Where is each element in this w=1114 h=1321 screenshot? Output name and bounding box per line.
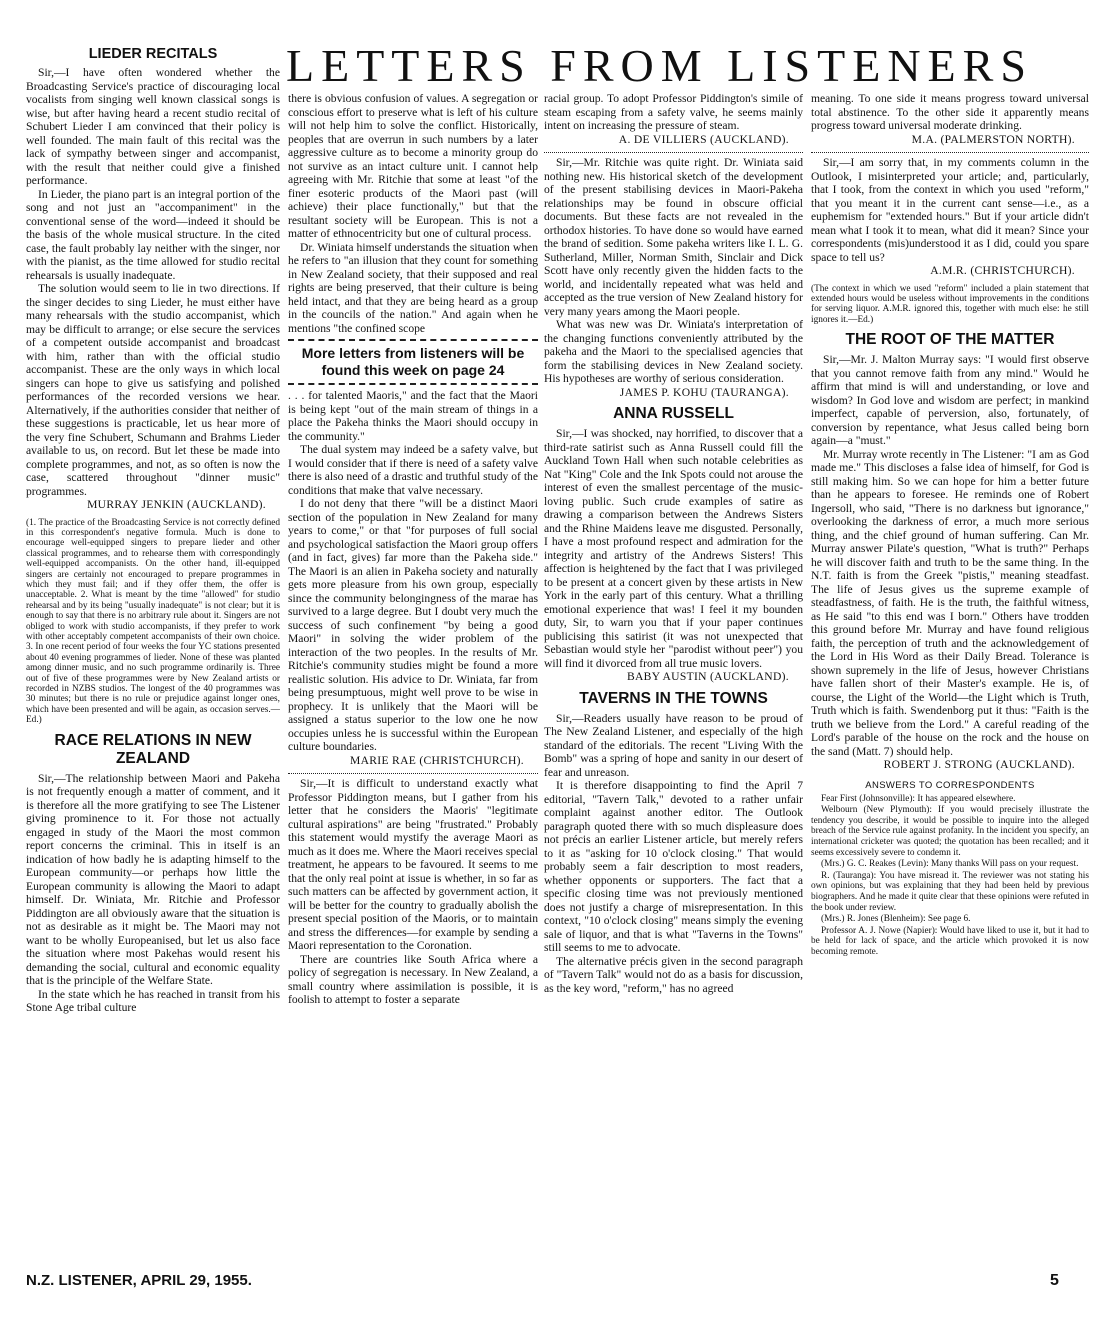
paragraph: The solution would seem to lie in two directions. If the singer decides to sing Lieder, he must either have many rehearsals with the studio accompanist, which may be difficult to arrange; or else secure the services of a competent outside accompanist and broadcast with him, rather than with the official studio accompanist. These are the only ways in which local singers can hope to give us satisfying and polished performances of the recorded versions we hear. Alternatively, if the authorities consider that neither of these suggestions is practicable, let us hear more of the very fine Schubert, Schumann and Brahms Lieder available to us, on record. But let these be made into complete programmes, and not, as so often is now the case, scattered throughout "dinner music" programmes. bbox=[26, 282, 280, 498]
signature: BABY AUSTIN (AUCKLAND). bbox=[626, 670, 789, 683]
column-4 bbox=[811, 92, 1089, 1262]
paragraph: there is obvious confusion of values. A segregation or conscious effort to preserve what is left of his culture will not help him to solve the conflict. Historically, peoples that are overrun in such numbers by a later aggressive culture as to become a minority group do not survive as an intact culture unit. I cannot help agreeing with Mr. Ritchie that some at least "of the finer esoteric products of the Maori past (will achieve) their place functionally," but that the resultant society will be European. This is not a matter of ethnocentricity but one of cultural process. bbox=[288, 92, 538, 240]
heading-taverns: TAVERNS IN THE TOWNS bbox=[579, 689, 768, 707]
more-letters-notice: More letters from listeners will be found this week on page 24 bbox=[301, 345, 525, 378]
paragraph: What was new was Dr. Winiata's interpretation of the changing functions conveniently attributed by the pakeha and the Maori to the specialised agencies that form the stabilising devices in New Zealand society. His hypotheses are worthy of serious consideration. bbox=[544, 318, 803, 385]
paragraph: Sir,—It is difficult to understand exactly what Professor Piddington means, but I gather from his letter that he considers the Maoris' "legitimate cultural aspirations" are being "frustrated." Probably this statement would mystify the average Maori as much as it does me. Where the Maori receives special treatment, he appears to be favoured. It seems to me that the only real point at issue is whether, in so far as such matters can be affected by government action, it will be better for the country to gradually abolish the present special position of the Maoris, or to maintain and stress the differences—for example by sending a Maori representation to the Coronation. bbox=[288, 777, 538, 952]
paragraph: Sir,—Mr. J. Malton Murray says: "I would first observe that you cannot remove faith from any mind." Would he affirm that mind is will and understanding, or love and wisdom? In God love and wisdom are perfect; in mankind imperfect, capable of perversion, also, fortunately, of conversion by repentance, what Jesus called being born again—a "must." bbox=[811, 353, 1089, 448]
paragraph: Dr. Winiata himself understands the situation when he refers to "an illusion that they count for something in New Zealand society, that their supposed and real rights are being preserved, that their culture is being held intact, and that they are being heard as a group in the councils of the nation." And again when he mentions "the confined scope bbox=[288, 240, 538, 335]
paragraph: Sir,—Readers usually have reason to be proud of The New Zealand Listener, and especially of the high standard of the editorials. The recent "Living With the Bomb" was a spring of hope and sanity in our desert of fear and unreason. bbox=[544, 711, 803, 779]
divider bbox=[288, 773, 538, 774]
divider bbox=[544, 152, 803, 153]
paragraph: Sir,—I have often wondered whether the Broadcasting Service's practice of discouraging local vocalists from singing well known classical songs is wise, but after having heard a recent studio recital of Schubert Lieder I am convinced that their policy is well founded. The main fault of this recital was the lack of sympathy between singer and accompanist, with the result that neither could give a finished performance. bbox=[26, 66, 280, 187]
paragraph: Sir,—The relationship between Maori and Pakeha is not frequently enough a matter of comment, and it is therefore all the more gratifying to see The Listener giving prominence to it. For those not actually engaged in study of the Maori the most common report concerns the criminal. This in itself is an indication of how badly he is adapting himself to the European community—or perhaps how little the European community is allowing the Maori to adapt himself. Dr. Winiata, Mr. Ritchie and Professor Piddington are all obviously aware that the situation is not as desirable as it might be. The Maori may not want to be wholly Europeanised, but let us also face the situation where most Pakehas would resent his demanding the social, cultural and economic equality that is the principle of the Welfare State. bbox=[26, 771, 280, 988]
answer-item: Professor A. J. Nowe (Napier): Would have liked to use it, but it had to be held for lack of space, and the article which provoked it is now becoming remote. bbox=[811, 925, 1089, 957]
signature: MURRAY JENKIN (AUCKLAND). bbox=[87, 498, 266, 511]
column-3 bbox=[544, 92, 803, 1262]
divider bbox=[288, 339, 538, 341]
editor-note: (The context in which we used "reform" included a plain statement that extended hours would be useless without improvements in the conditions for serving liquor. A.M.R. ignored this, together with much else: he still ignores it.—Ed.) bbox=[811, 283, 1089, 325]
signature: M.A. (PALMERSTON NORTH). bbox=[911, 132, 1075, 146]
paragraph: Sir,—I am sorry that, in my comments column in the Outlook, I misinterpreted your article; and, particularly, that I took, from the context in which you used "reform," that you meant it in the current cant sense—i.e., as a euphemism for "extended hours." But if your article didn't mean what I took it to mean, what did it mean? Since your correspondents (mis)understood it as I did, could you spare space to tell us? bbox=[811, 156, 1089, 264]
paragraph: Mr. Murray wrote recently in The Listener: "I am as God made me." This discloses a false idea of himself, for God is still making him. So we can hope for him a better future than he appears to foresee. He reminds one of Robert Ingersoll, who said, "There is no darkness but ignorance," overlooking the darkness of error, a much more serious thing, and the chief ground of human suffering. Can Mr. Murray answer Pilate's question, "What is truth?" Perhaps he will discover faith and truth to be the same thing. In the N.T. faith is from the Greek "pistis," meaning steadfast. The life of Jesus gives us the supreme example of steadfastness, of faith. He is the truth, the faithful witness, as He said "to this end was I born." Others have trodden this ground before Mr. Murray and have found religious faith, the perception of truth and the acknowledgement of the Lord in His Word as their Daily Bread. Tolerance is shown supremely in the life of Jesus, however Christians have fallen short of their Master's example. He is, of course, the Light of the World—the Light which is Truth, Truth which is faith. Swendenborg put it thus: "Faith is the truth we believe from the Lord." A careful reading of the Lord's parable of the house on the rock and the house on the sand (Matt. 7) should help. bbox=[811, 447, 1089, 758]
signature: A.M.R. (CHRISTCHURCH). bbox=[930, 264, 1075, 277]
signature: JAMES P. KOHU (TAURANGA). bbox=[619, 385, 789, 399]
signature: MARIE RAE (CHRISTCHURCH). bbox=[349, 753, 524, 767]
heading-race-relations: RACE RELATIONS IN NEW ZEALAND bbox=[54, 731, 252, 767]
paragraph: meaning. To one side it means progress toward universal total abstinence. To the other side it apparently means progress toward universal moderate drinking. bbox=[811, 92, 1089, 132]
paragraph: Sir,—Mr. Ritchie was quite right. Dr. Winiata said nothing new. His historical sketch of the development of the present stabilising devices in Maori-Pakeha relationships may be found in obscure official documents. But these facts are not revealed in the orthodox histories. To have done so would have earned the brand of sedition. Some pakeha writers like I. L. G. Sutherland, Miller, Norman Smith, Sinclair and Dick Scott have only recently given the hidden facts to the world, and incidentally repeated what was held and accepted as the true version of New Zealand history for very many years among the Maori people. bbox=[544, 156, 803, 318]
paragraph: It is therefore disappointing to find the April 7 editorial, "Tavern Talk," devoted to a rather unfair complaint against another editor. The Outlook paragraph quoted there with so much displeasure does not précis an earlier Listener article, but merely refers to it as "asking for 10 o'clock closing." That would probably seem a fair description to most readers, whether opponents or supporters. The fact that a specific closing time was not previously mentioned does not justify a charge of misrepresentation. In this context, "10 o'clock closing" means simply the evening sale of liquor, and that is what "Taverns in the Towns" still seems to me to advocate. bbox=[544, 779, 803, 954]
editor-note: (1. The practice of the Broadcasting Service is not correctly defined in this correspondent's negative formula. Much is done to encourage well-equipped singers to prepare lieder and other classical programmes, and to rehearse them with correspondingly well-equipped accompanists. On the other hand, ill-equipped singers are certainly not encouraged to prepare programmes in which they must fail; and if they offer them, the offer is unacceptable. 2. What is meant by the time "allowed" for studio rehearsal and by its being "usually inadequate" is not clear; but it is enough to say that there is no arbitrary rule about it. Singers are not obliged to work with studio accompanists, if they prefer to work with other acceptably competent accompanists of their own choice. 3. In one recent period of four weeks the four YC stations presented about 40 evening programmes of lieder. None of these was planted among dinner music, and no such programme ordinarily is. Three out of five of these programmes were by New Zealand artists or recorded in NZBS studios. The longest of the 40 programmes was 30 minutes; but there is no rule or prejudice against longer ones, which have been presented and will be again, as occasion serves.—Ed.) bbox=[26, 517, 280, 726]
paragraph: The dual system may indeed be a safety valve, but I would consider that if there is need of a safety valve there is also need of a drastic and truthful study of the conditions that make that valve necessary. bbox=[288, 443, 538, 497]
paragraph: The alternative précis given in the second paragraph of "Tavern Talk" would not do as a basis for discussion, as the key word, "reform," has no agreed bbox=[544, 954, 803, 995]
divider bbox=[811, 152, 1089, 153]
answers-heading: ANSWERS TO CORRESPONDENTS bbox=[865, 779, 1035, 791]
paragraph: . . . for talented Maoris," and the fact that the Maori is being kept "out of the main stream of things in a place the Pakeha thinks the Maori should occupy in the community." bbox=[288, 389, 538, 443]
paragraph: I do not deny that there "will be a distinct Maori section of the population in New Zealand for many years to come," or that "for purposes of full social and psychological satisfaction the Maori group offers (and in fact, gives) far more than the Pakeha side." The Maori is an alien in Pakeha society and naturally gets more pleasure from his own group, especially since the community belongingness of the marae has survived to a large degree. But I doubt very much the success of such confinement "by being a good Maori" in solving the wider problem of the interaction of the two peoples. In the results of Mr. Ritchie's community studies might be found a more realistic solution. His advice to Dr. Winiata, far from being presumptuous, might well prove to be wise in prophecy. It is unlikely that the Maori will be assigned a status superior to the low one he now occupies unless he is successful within the European culture boundaries. bbox=[288, 497, 538, 753]
heading-anna-russell: ANNA RUSSELL bbox=[613, 405, 734, 422]
paragraph: In Lieder, the piano part is an integral portion of the song and not just an "accompaniment" in the conventional sense of the word—indeed it should be the basis of the whole musical structure. In the cited case, the fault probably lay neither with the singer, nor with the pianist, as the time allowed for studio recital rehearsals is usually inadequate. bbox=[26, 187, 280, 282]
heading-root-of-matter: THE ROOT OF THE MATTER bbox=[845, 331, 1055, 349]
footer-date: N.Z. LISTENER, APRIL 29, 1955. bbox=[26, 1272, 252, 1289]
answer-item: R. (Tauranga): You have misread it. The reviewer was not stating his own opinions, but was explaining that they had been held by previous biographers. And he made it quite clear that these opinions were refuted in the book under review. bbox=[811, 870, 1089, 913]
answer-item: (Mrs.) R. Jones (Blenheim): See page 6. bbox=[821, 914, 971, 925]
signature: ROBERT J. STRONG (AUCKLAND). bbox=[883, 758, 1075, 772]
answer-item: Fear First (Johnsonville): It has appeared elsewhere. bbox=[821, 793, 1016, 804]
paragraph: racial group. To adopt Professor Piddington's simile of steam escaping from a safety valve, he seems mainly intent on increasing the pressure of steam. bbox=[544, 92, 803, 132]
answer-item: (Mrs.) G. C. Reakes (Levin): Many thanks Will pass on your request. bbox=[821, 859, 1079, 870]
divider bbox=[288, 383, 538, 385]
column-2 bbox=[288, 92, 538, 1262]
heading-lieder-recitals: LIEDER RECITALS bbox=[88, 46, 218, 62]
paragraph: There are countries like South Africa where a policy of segregation is necessary. In New Zealand, a small country where assimilation is possible, it is foolish to attempt to foster a separate bbox=[288, 952, 538, 1006]
masthead-title: LETTERS FROM LISTENERS bbox=[286, 40, 1033, 91]
column-1 bbox=[26, 44, 280, 1262]
signature: A. DE VILLIERS (AUCKLAND). bbox=[618, 132, 789, 146]
page-number: 5 bbox=[1050, 1272, 1059, 1289]
paragraph: In the state which he has reached in transit from his Stone Age tribal culture bbox=[26, 987, 280, 1015]
answer-item: Welbourn (New Plymouth): If you would precisely illustrate the tendency you describe, it would be possible to inquire into the alleged breach of the Service rule against profanity. In the incident you specify, an international cricketer was quoted; the quotation has been recalled; and it seems excessively severe to condemn it. bbox=[811, 805, 1089, 858]
paragraph: Sir,—I was shocked, nay horrified, to discover that a third-rate satirist such as Anna Russell could fill the Auckland Town Hall when such notable celebrities as Nat "King" Cole and the Ink Spots could not arouse the interest of even the smallest percentage of the music-loving public. Such crude examples of satire as drawing a comparison between the Andrews Sisters and the Rhine Maidens leave me disgusted. Personally, I have a most profound respect and admiration for the integrity and artistry of the Andrews Sisters! This affection is heightened by the fact that I was privileged to be present at a concert given by these artists in New York in the early part of this century. What a thrilling emotional experience that was! I feel it my bounden duty, Sir, to warn you that if your paper continues publicising this satirist (it was not unexpected that Sebastian would style her "parodist without peer") you will find it divorced from all true music lovers. bbox=[544, 427, 803, 670]
